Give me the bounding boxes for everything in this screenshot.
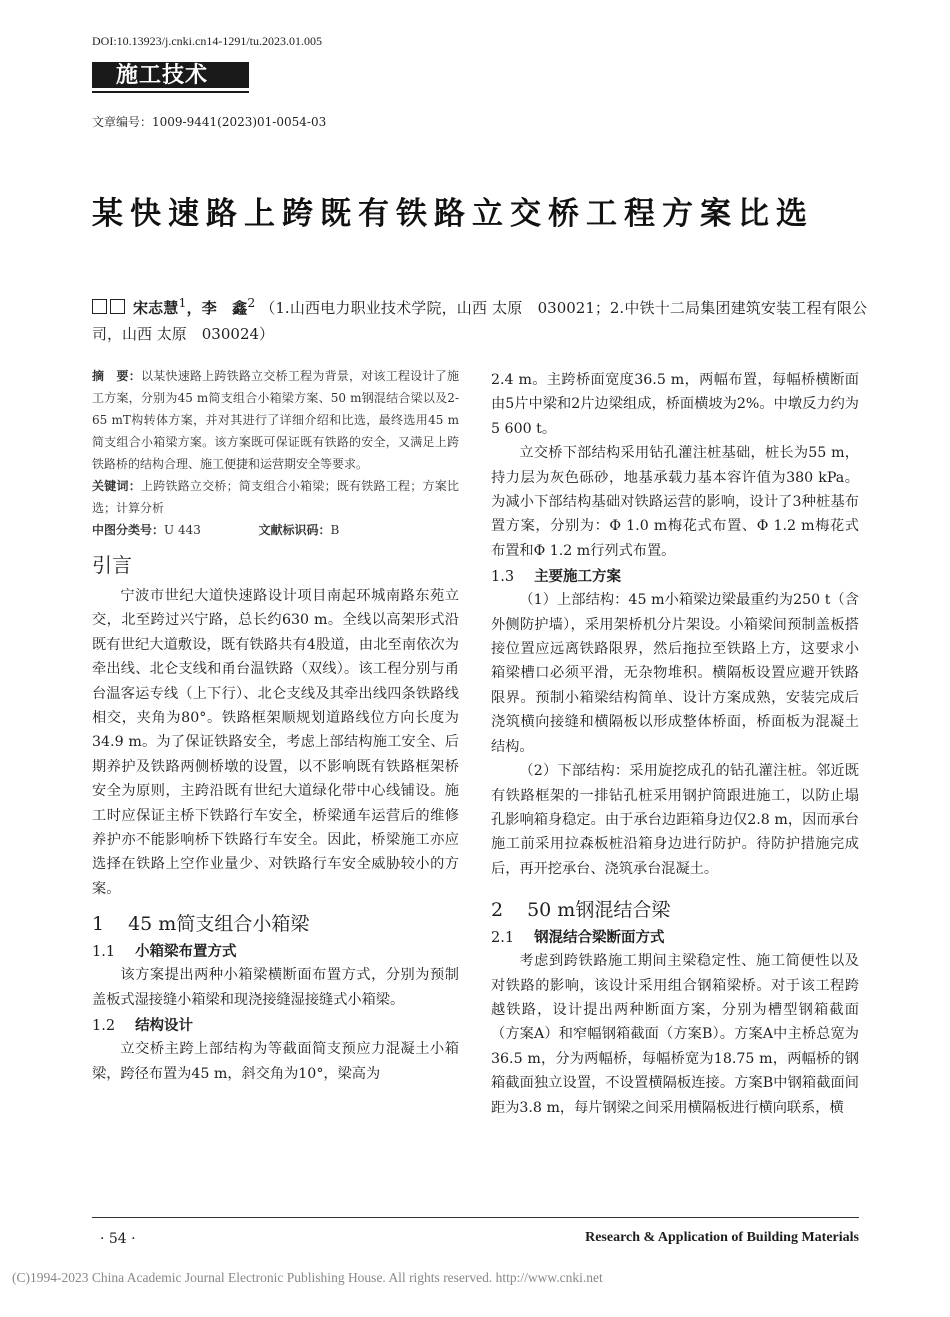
- section-1-2-paragraph-c: 立交桥下部结构采用钻孔灌注桩基础，桩长为55 m，持力层为灰色砾砂，地基承载力基本容许值为380 kPa。为减小下部结构基础对铁路运营的影响，设计了3种桩基布置方案，分别为：Φ 1.0 m梅花式布置、Φ 1.2 m梅花式布置和Φ 1.2 m行列式布置。: [491, 445, 859, 559]
- section-1-3-heading: [491, 565, 859, 586]
- classification-line: [92, 519, 459, 541]
- section-2-1-title: 钢混结合梁断面方式: [534, 930, 665, 947]
- section-1-title: 45 m简支组合小箱梁: [128, 913, 310, 936]
- paper-title: 某快速路上跨既有铁路立交桥工程方案比选: [92, 196, 814, 232]
- intro-heading: 引言: [92, 553, 132, 577]
- author-box-icon: [92, 299, 107, 314]
- author-block: [92, 290, 867, 347]
- author-sup-1: 1: [178, 295, 187, 310]
- section-2-heading: [491, 895, 859, 922]
- footer-rule: [92, 1217, 859, 1218]
- section-1-1-paragraph: 该方案提出两种小箱梁横断面布置方式，分别为预制盖板式湿接缝小箱梁和现浇接缝湿接缝式小箱梁。: [92, 967, 459, 1008]
- intro-paragraph: 宁波市世纪大道快速路设计项目南起环城南路东苑立交，北至跨过兴宁路，总长约630 m。全线以高架形式沿既有世纪大道敷设，既有铁路共有4股道，由北至南依次为牵出线、北仑支线和甬台温铁路（双线）。该工程分别与甬台温客运专线（上下行）、北仑支线及其牵出线四条铁路线相交，夹角为80°。铁路框架顺规划道路线位方向长度为34.9 m。为了保证铁路安全，考虑上部结构施工安全、后期养护及铁路两侧桥墩的设置，以不影响既有铁路框架桥安全为原则，主跨沿既有世纪大道绿化带中心线铺设。施工时应保证主桥下铁路行车安全，桥梁通车运营后的维修养护亦不能影响桥下铁路行车安全。因此，桥梁施工亦应选择在铁路上空作业量少、对铁路行车安全威胁较小的方案。: [92, 588, 459, 897]
- section-2-title: 50 m钢混结合梁: [527, 899, 671, 922]
- section-1-2-heading: [92, 1014, 459, 1035]
- author-name-2: ，李 鑫: [186, 299, 248, 317]
- section-2-1-paragraph: 考虑到跨铁路施工期间主梁稳定性、施工简便性以及对铁路的影响，该设计采用组合钢箱梁桥。对于该工程跨越铁路，设计提出两种断面方案，分别为槽型钢箱截面（方案A）和窄幅钢箱截面（方案B）。方案A中主桥总宽为36.5 m，分为两幅桥，每幅桥宽为18.75 m，两幅桥的钢箱截面独立设置，不设置横隔板连接。方案B中钢箱截面间距为3.8 m，每片钢梁之间采用横隔板进行横向联系，横: [491, 953, 859, 1116]
- clc-value: U 443: [164, 523, 201, 537]
- section-1-1-title: 小箱梁布置方式: [135, 944, 237, 961]
- author-name-1: 宋志慧: [132, 299, 179, 317]
- abstract-label: 摘 要：: [92, 369, 141, 383]
- copyright-line: (C)1994-2023 China Academic Journal Electronic Publishing House. All rights reserved. http://www.cnki.net: [12, 1270, 603, 1285]
- section-2-1-heading: [491, 926, 859, 947]
- section-1-3-number: 1.3: [491, 569, 515, 586]
- section-1-2-title: 结构设计: [135, 1018, 194, 1035]
- doc-code-label: 文献标识码：: [258, 523, 331, 537]
- clc-label: 中图分类号：: [92, 523, 165, 537]
- section-1-3-title: 主要施工方案: [534, 569, 622, 586]
- keywords-label: 关键词：: [92, 479, 141, 493]
- author-affiliation: （1.山西电力职业技术学院，山西 太原 030021；2.中铁十二局集团建筑安装工程有限公司，山西 太原 030024）: [92, 299, 867, 343]
- page-number: · 54 ·: [100, 1231, 136, 1247]
- journal-name: Research & Application of Building Materials: [585, 1230, 859, 1245]
- author-sup-2: 2: [247, 295, 256, 310]
- left-column: [92, 365, 459, 1086]
- section-2-1-number: 2.1: [491, 930, 515, 947]
- section-1-1-number: 1.1: [92, 944, 116, 961]
- banner-underline: [92, 91, 249, 93]
- keywords: [92, 475, 459, 519]
- doi-line: DOI:10.13923/j.cnki.cn14-1291/tu.2023.01.005: [92, 34, 322, 48]
- abstract: [92, 365, 459, 475]
- author-box-icon: [110, 299, 125, 314]
- section-1-number: 1: [92, 913, 105, 936]
- section-1-2-number: 1.2: [92, 1018, 116, 1035]
- section-2-number: 2: [491, 899, 504, 922]
- article-number: 文章编号：1009-9441(2023)01-0054-03: [92, 115, 327, 129]
- section-1-2-paragraph-b: 2.4 m。主跨桥面宽度36.5 m，两幅布置，每幅桥横断面由5片中梁和2片边梁组成，桥面横坡为2%。中墩反力约为5 600 t。: [491, 372, 859, 437]
- doc-code-value: B: [330, 523, 340, 537]
- section-banner-label: 施工技术: [116, 63, 209, 88]
- section-1-heading: [92, 909, 459, 936]
- keywords-text: 上跨铁路立交桥；简支组合小箱梁；既有铁路工程；方案比选；计算分析: [92, 479, 459, 515]
- section-1-2-paragraph-a: 立交桥主跨上部结构为等截面简支预应力混凝土小箱梁，跨径布置为45 m，斜交角为10°，梁高为: [92, 1041, 459, 1082]
- section-1-1-heading: [92, 940, 459, 961]
- right-column: [491, 368, 859, 1120]
- section-1-3-paragraph-b: （2）下部结构：采用旋挖成孔的钻孔灌注桩。邻近既有铁路框架的一排钻孔桩采用钢护筒跟进施工，以防止塌孔影响箱身稳定。由于承台边距箱身边仅2.8 m，因而承台施工前采用拉森板桩沿箱身边进行防护。待防护措施完成后，再开挖承台、浇筑承台混凝土。: [491, 763, 859, 877]
- abstract-text: 以某快速路上跨铁路立交桥工程为背景，对该工程设计了施工方案，分别为45 m简支组合小箱梁方案、50 m钢混结合梁以及2-65 mT构转体方案，并对其进行了详细介绍和比选，最终选用45 m简支组合小箱梁方案。该方案既可保证既有铁路的安全，又满足上跨铁路桥的结构合理、施工便捷和运营期安全等要求。: [92, 369, 459, 471]
- section-1-3-paragraph-a: （1）上部结构：45 m小箱梁边梁最重约为250 t（含外侧防护墙），采用架桥机分片架设。小箱梁间预制盖板搭接位置应远离铁路限界，然后拖拉至铁路上方，这要求小箱梁槽口必须平滑，无杂物堆积。横隔板设置应避开铁路限界。预制小箱梁结构简单、设计方案成熟，安装完成后浇筑横向接缝和横隔板以形成整体桥面，桥面板为混凝土结构。: [491, 592, 859, 755]
- section-banner: [92, 62, 249, 88]
